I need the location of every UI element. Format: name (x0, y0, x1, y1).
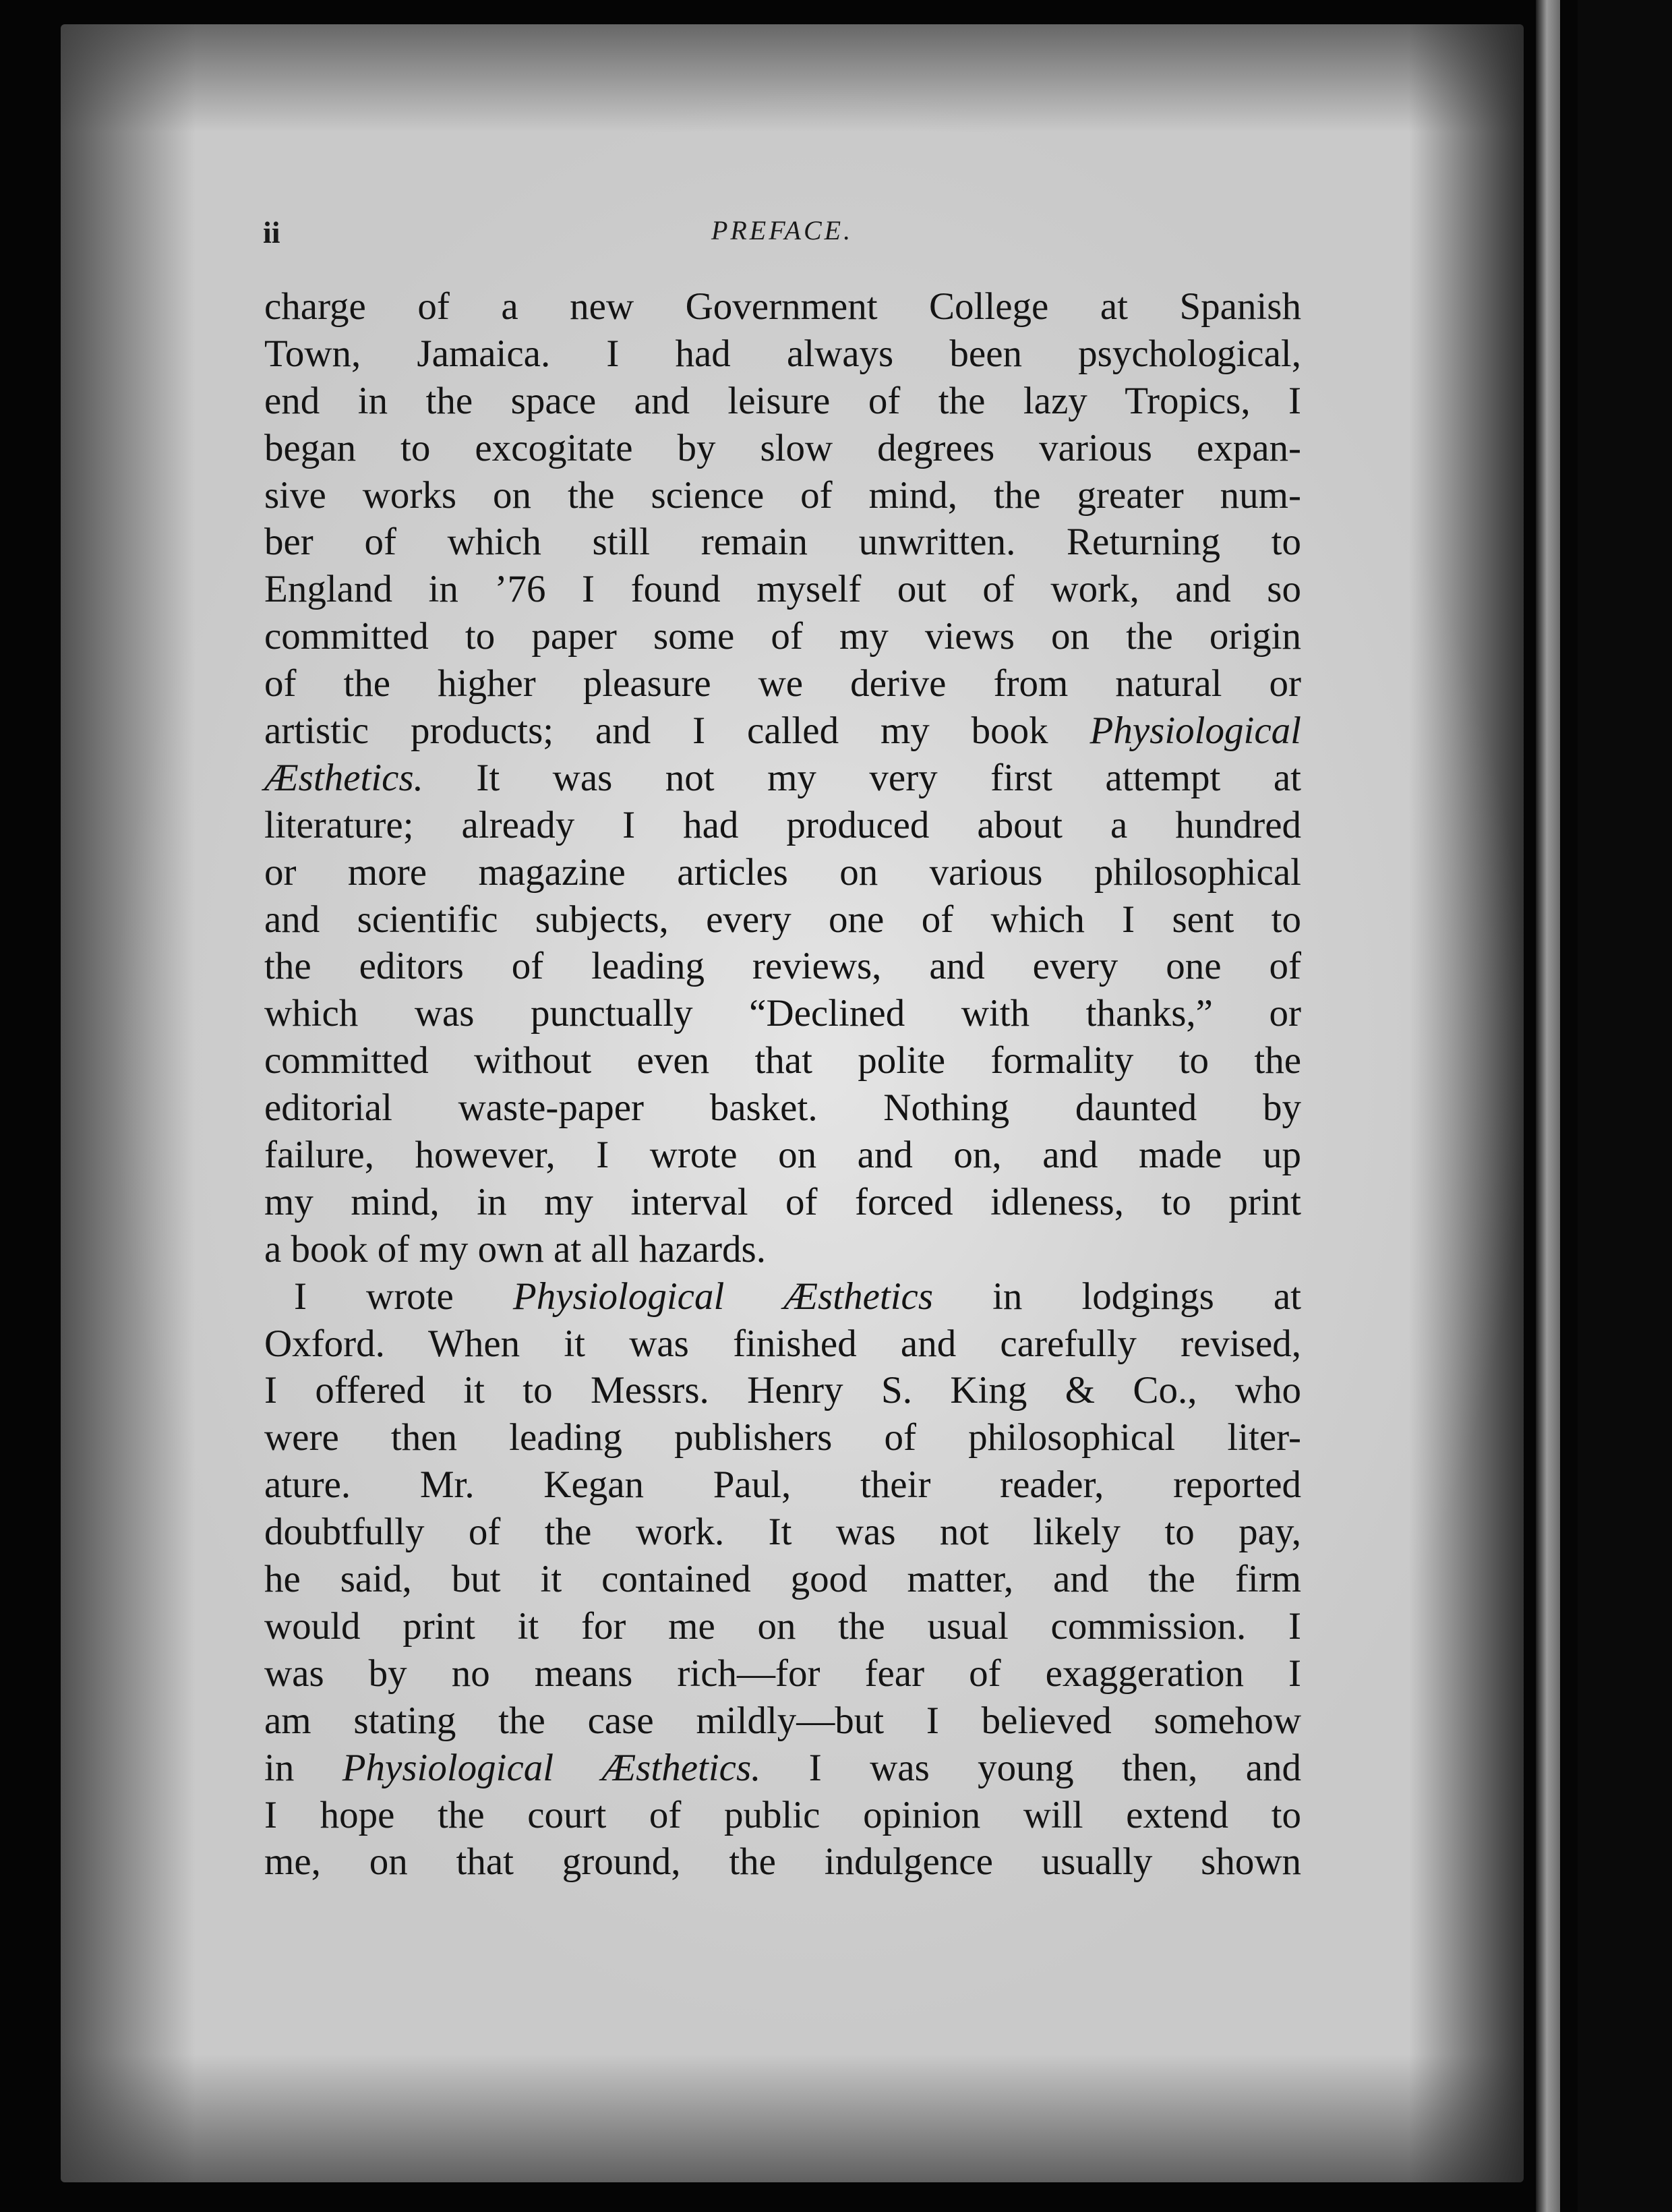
book-title: Physiological Æsthetics (512, 1275, 934, 1318)
text-line: Town, Jamaica. I had always been psychological, (264, 332, 1301, 375)
text-line: ber of which still remain unwritten. Returning to (264, 521, 1301, 564)
text-segment: in (264, 1746, 342, 1789)
text-segment: I was young then, and (760, 1746, 1302, 1789)
text-segment: It was not my very first attempt at (423, 756, 1301, 799)
text-line: which was punctually “Declined with thanks,” or (264, 992, 1301, 1035)
running-head: PREFACE. (711, 215, 854, 245)
text-line (264, 1745, 1301, 1792)
text-line: the editors of leading reviews, and every one of (264, 945, 1301, 988)
text-line: doubtfully of the work. It was not likely to pay, (264, 1511, 1301, 1554)
text-line: was by no means rich—for fear of exaggeration I (264, 1652, 1301, 1695)
text-line: a book of my own at all hazards. (264, 1227, 766, 1271)
book-title: Æsthetics. (264, 756, 423, 799)
text-line: charge of a new Government College at Spanish (264, 285, 1301, 328)
text-line: would print it for me on the usual commission. I (264, 1604, 1301, 1648)
text-line: I hope the court of public opinion will extend to (264, 1793, 1301, 1836)
text-line: literature; already I had produced about a hundred (264, 803, 1301, 846)
text-line: committed to paper some of my views on the origin (264, 615, 1301, 658)
text-line: he said, but it contained good matter, and the firm (264, 1558, 1301, 1601)
book-title: Physiological (1089, 709, 1301, 753)
text-segment: I wrote (294, 1275, 513, 1318)
text-line: or more magazine articles on various philosophical (264, 850, 1301, 894)
page-number: ii (263, 215, 280, 250)
text-segment: in lodgings at (933, 1275, 1302, 1318)
text-line: editorial waste-paper basket. Nothing daunted by (264, 1086, 1301, 1130)
text-line: committed without even that polite formality to the (264, 1039, 1301, 1082)
text-line: Oxford. When it was finished and carefully revised, (264, 1322, 1301, 1365)
text-line: me, on that ground, the indulgence usually shown (264, 1840, 1301, 1884)
text-line: sive works on the science of mind, the greater num- (264, 473, 1301, 517)
text-line: were then leading publishers of philosophical liter- (264, 1416, 1301, 1459)
text-line: England in ’76 I found myself out of work, and so (264, 568, 1301, 611)
text-line: and scientific subjects, every one of which I sent to (264, 898, 1301, 941)
text-segment: artistic products; and I called my book (264, 709, 1090, 753)
text-line: failure, however, I wrote on and on, and made up (264, 1134, 1301, 1177)
body-text (264, 283, 1301, 1886)
text-line (264, 755, 1301, 802)
text-line: began to excogitate by slow degrees various expan- (264, 426, 1301, 469)
scan-border (1578, 0, 1672, 2212)
text-line (264, 707, 1301, 755)
book-title: Physiological Æsthetics. (342, 1746, 761, 1789)
text-line: am stating the case mildly—but I believed somehow (264, 1699, 1301, 1742)
text-line: I offered it to Messrs. Henry S. King & Co., who (264, 1369, 1301, 1412)
facing-page-edge (1536, 0, 1560, 2212)
page-header (263, 214, 1301, 268)
text-line (264, 1273, 1301, 1320)
text-line: ature. Mr. Kegan Paul, their reader, reported (264, 1463, 1301, 1507)
text-line: end in the space and leisure of the lazy Tropics, I (264, 379, 1301, 422)
text-line: my mind, in my interval of forced idleness, to print (264, 1180, 1301, 1223)
text-line: of the higher pleasure we derive from natural or (264, 662, 1301, 705)
